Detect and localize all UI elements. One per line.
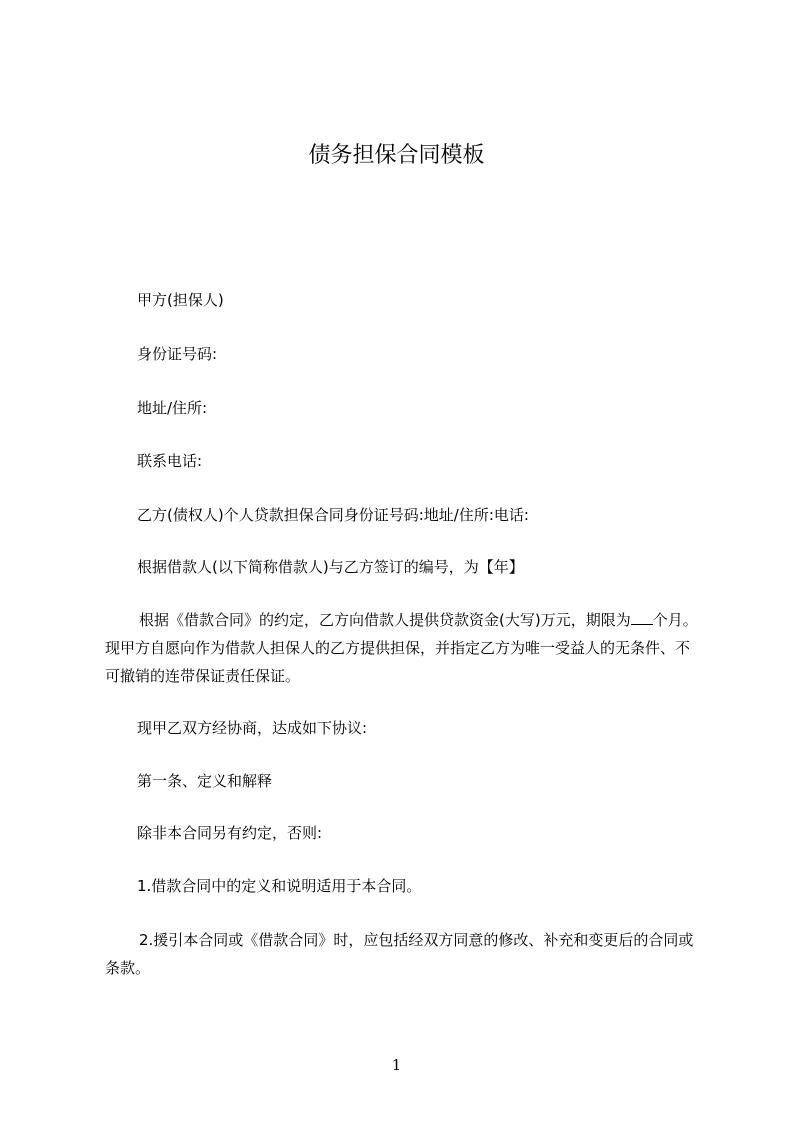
party-b-line: 乙方(债权人)个人贷款担保合同身份证号码:地址/住所:电话: (137, 506, 529, 524)
document-title: 债务担保合同模板 (308, 143, 485, 168)
phone-label: 联系电话: (137, 452, 203, 470)
agreement-intro: 现甲乙双方经协商，达成如下协议: (137, 719, 368, 737)
basis-paragraph: 根据借款人(以下简称借款人)与乙方签订的编号，为【年】 (137, 558, 524, 576)
clause-two: 2.援引本合同或《借款合同》时，应包括经双方同意的修改、补充和变更后的合同或条款。 (105, 931, 694, 977)
loan-terms-text: 根据《借款合同》的约定，乙方向借款人提供贷款资金(大写)万元，期限为 (139, 611, 631, 629)
clause-one: 1.借款合同中的定义和说明适用于本合同。 (137, 877, 422, 895)
article-one-heading: 第一条、定义和解释 (137, 772, 273, 790)
party-a-label: 甲方(担保人) (137, 291, 224, 309)
guarantee-text: 个月。现甲方自愿向作为借款人担保人的乙方提供担保，并指定乙方为唯一受益人的无条件、不可撤销的连带保证责任保证。 (105, 611, 698, 685)
unless-clause: 除非本合同另有约定，否则: (137, 824, 323, 842)
loan-terms-paragraph (105, 606, 700, 690)
id-number-label: 身份证号码: (137, 345, 218, 363)
address-label: 地址/住所: (137, 399, 208, 417)
term-blank (631, 610, 653, 625)
page-number: 1 (391, 1056, 402, 1074)
